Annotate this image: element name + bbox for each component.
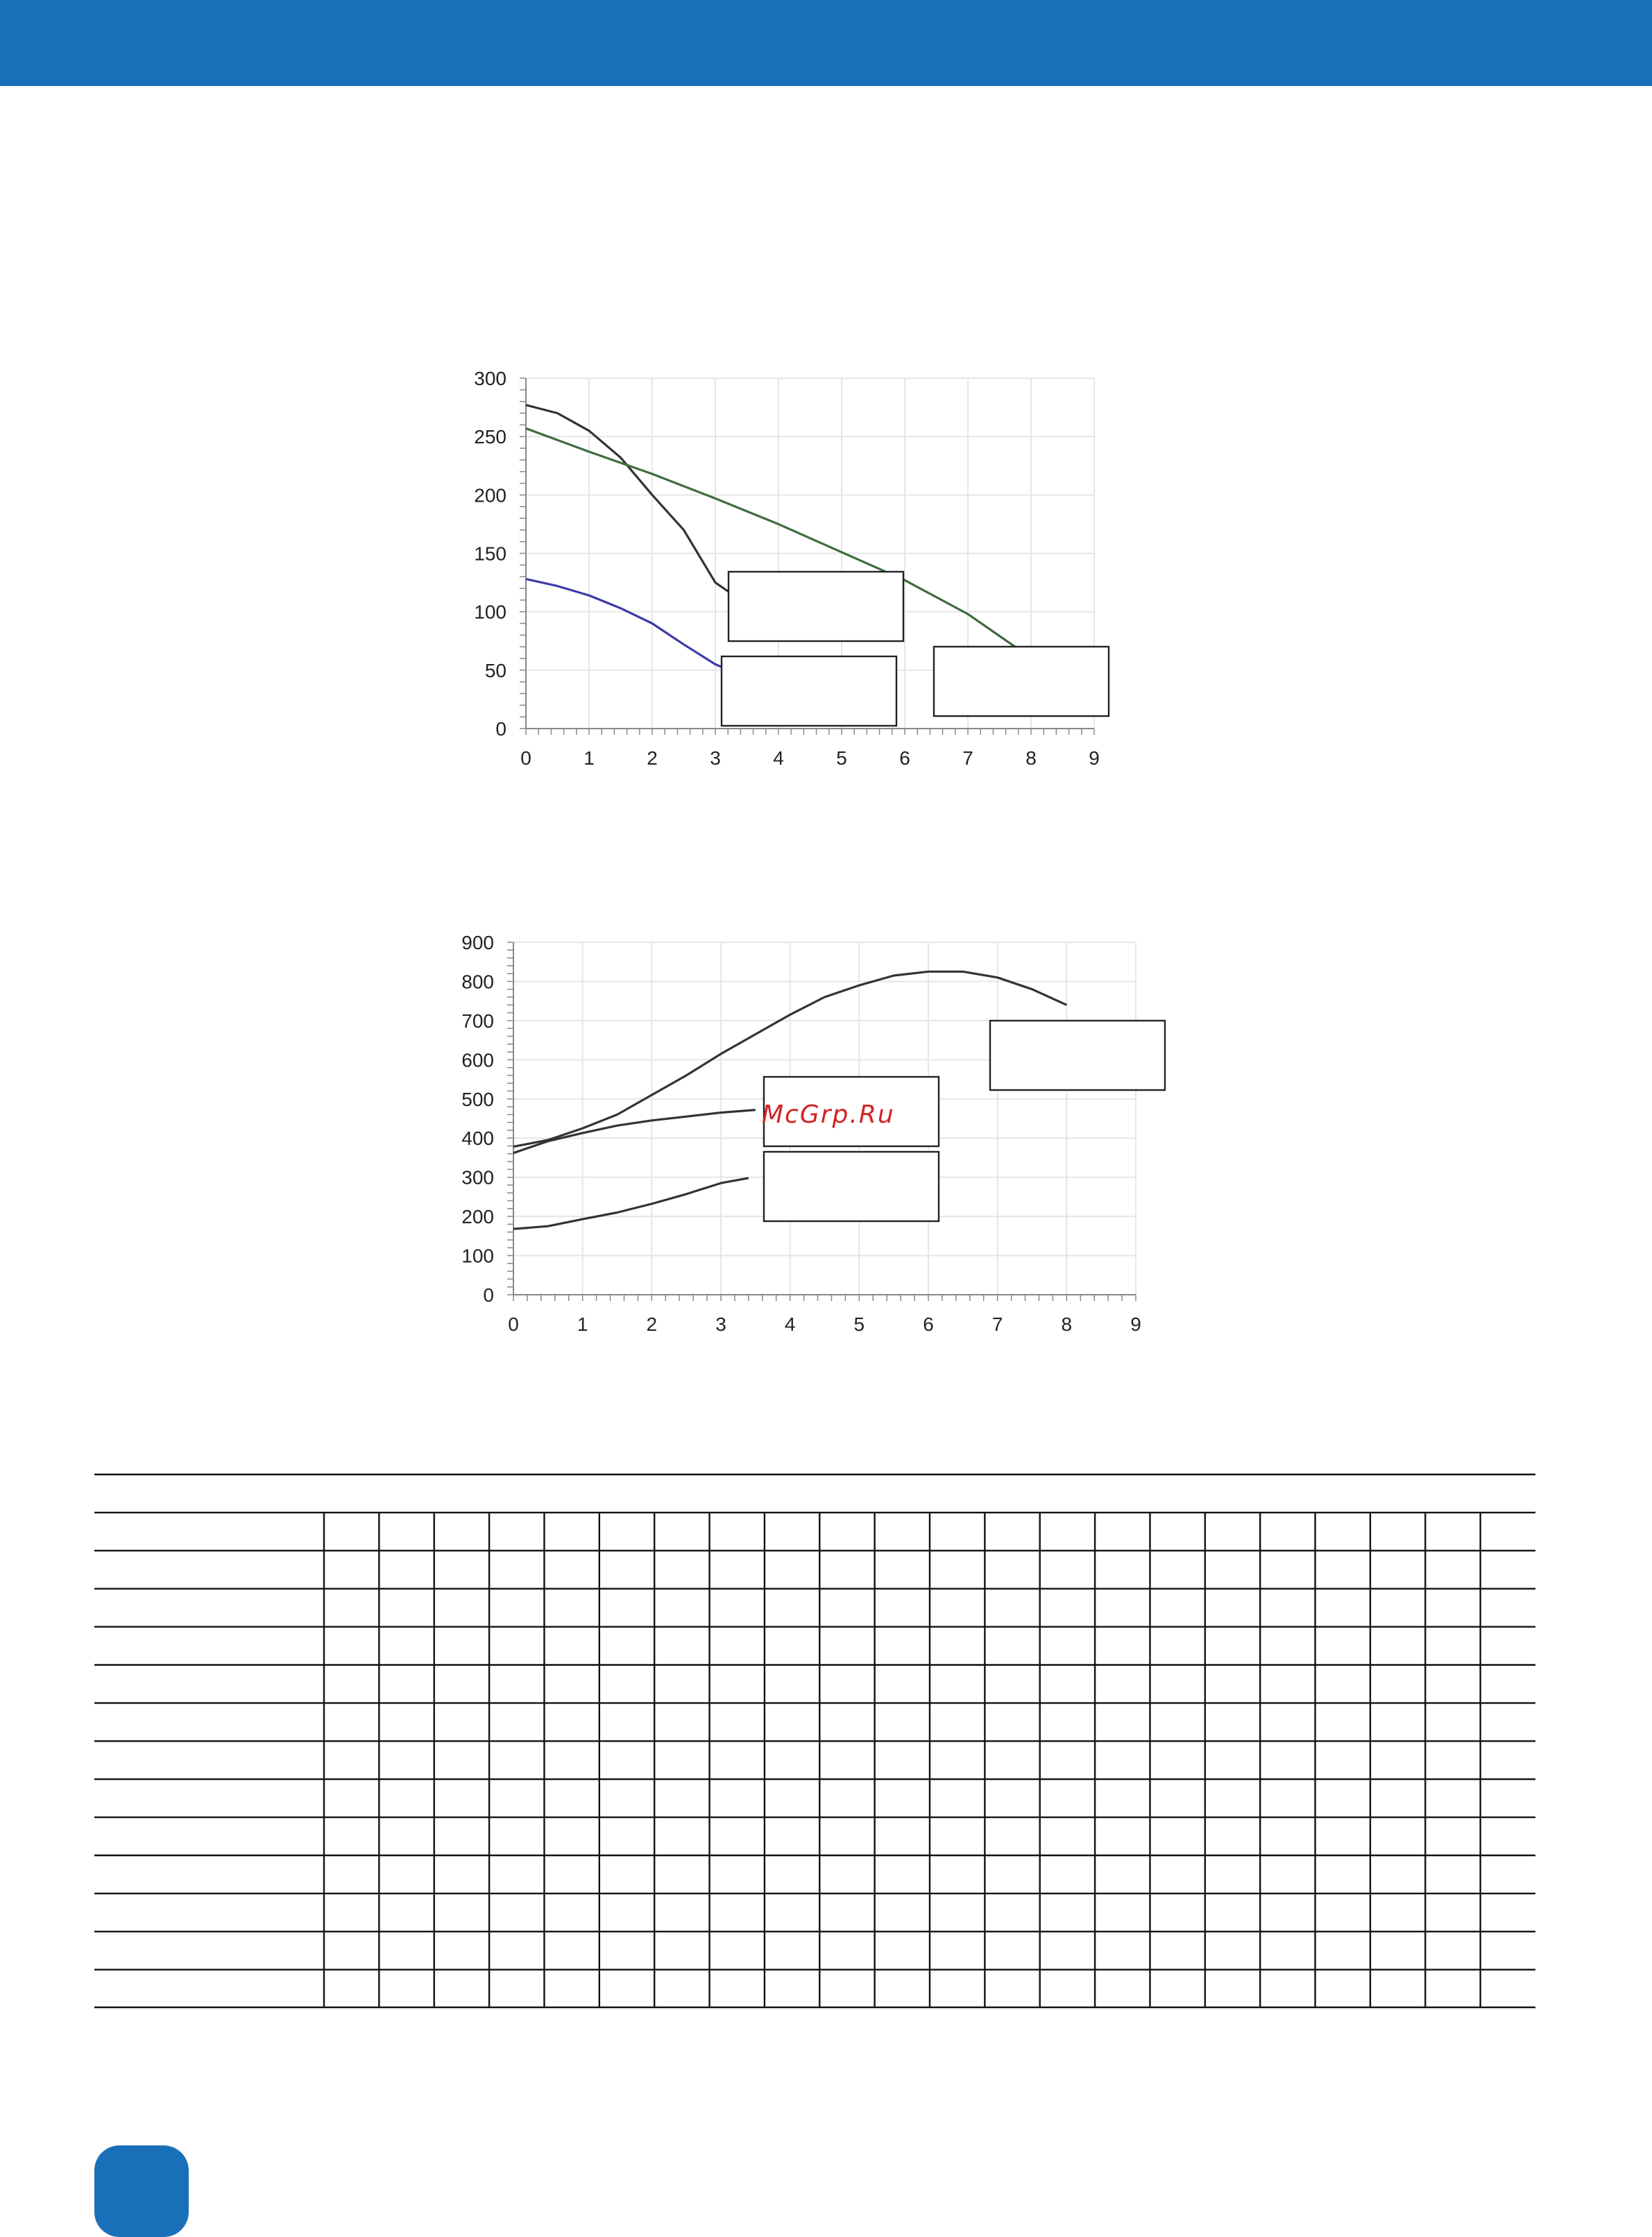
x-tick-label: 3 xyxy=(715,1313,726,1335)
x-tick-label: 6 xyxy=(899,747,910,769)
y-tick-label: 300 xyxy=(461,1166,494,1189)
x-tick-label: 0 xyxy=(520,747,531,769)
x-tick-label: 7 xyxy=(991,1313,1003,1335)
y-tick-label: 800 xyxy=(461,971,494,993)
y-tick-label: 100 xyxy=(474,601,506,623)
x-tick-label: 1 xyxy=(584,747,595,769)
x-tick-label: 1 xyxy=(577,1313,588,1335)
x-tick-label: 5 xyxy=(836,747,847,769)
x-tick-label: 7 xyxy=(962,747,973,769)
page-number-badge xyxy=(94,2145,189,2237)
x-tick-label: 8 xyxy=(1061,1313,1073,1335)
x-tick-label: 4 xyxy=(784,1313,796,1335)
watermark-text: McGrp.Ru xyxy=(762,1100,895,1129)
y-tick-label: 500 xyxy=(461,1088,494,1110)
x-tick-label: 6 xyxy=(923,1313,934,1335)
x-tick-label: 9 xyxy=(1089,747,1100,769)
y-tick-label: 250 xyxy=(474,426,506,448)
x-tick-label: 3 xyxy=(710,747,721,769)
y-tick-label: 200 xyxy=(474,484,506,507)
y-tick-label: 150 xyxy=(474,543,506,565)
y-tick-label: 400 xyxy=(461,1128,494,1150)
x-tick-label: 8 xyxy=(1025,747,1037,769)
y-tick-label: 0 xyxy=(483,1284,494,1306)
y-tick-label: 200 xyxy=(461,1206,494,1228)
x-tick-label: 2 xyxy=(647,747,658,769)
y-tick-label: 900 xyxy=(461,932,494,953)
y-tick-label: 0 xyxy=(495,718,506,740)
y-tick-label: 100 xyxy=(461,1245,494,1267)
y-tick-label: 600 xyxy=(461,1049,494,1071)
y-tick-label: 700 xyxy=(461,1010,494,1032)
x-tick-label: 2 xyxy=(646,1313,658,1335)
x-tick-label: 0 xyxy=(508,1313,519,1335)
x-tick-label: 9 xyxy=(1130,1313,1141,1335)
y-tick-label: 300 xyxy=(474,368,506,389)
x-tick-label: 4 xyxy=(773,747,784,769)
x-tick-label: 5 xyxy=(853,1313,865,1335)
y-tick-label: 50 xyxy=(484,659,506,681)
